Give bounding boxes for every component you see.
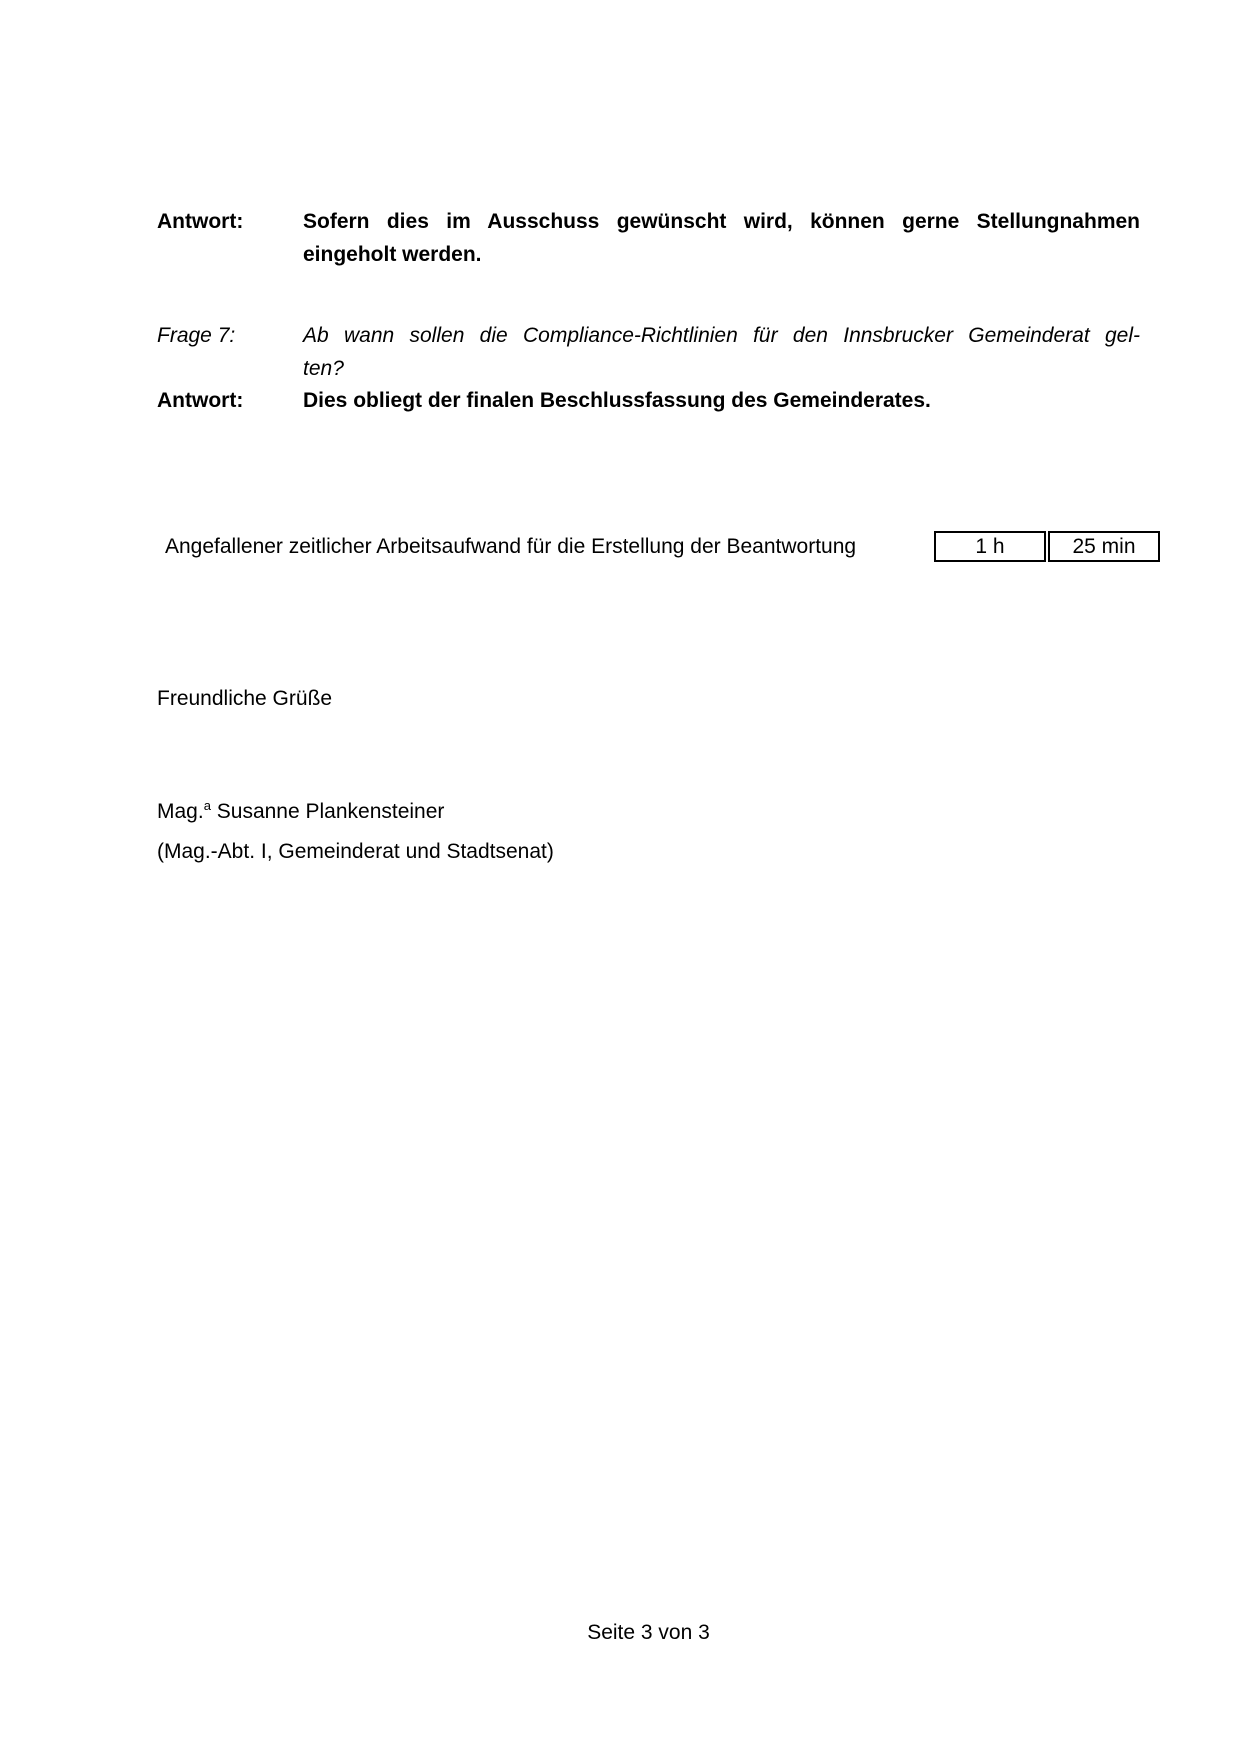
effort-label: Angefallener zeitlicher Arbeitsaufwand für die Erstellung der Beantwortung	[165, 535, 857, 558]
question7-line2: ten?	[303, 357, 344, 380]
question7-line1: Ab wann sollen die Compliance-Richtlinien für den Innsbrucker Gemeinderat gel-	[303, 324, 1140, 347]
signature-name	[157, 795, 444, 828]
question7-label: Frage 7:	[157, 324, 236, 347]
signature-title-superscript: a	[203, 798, 211, 813]
signature-title: Mag.	[157, 800, 204, 823]
closing-salutation: Freundliche Grüße	[157, 687, 333, 710]
answer7-block	[157, 384, 1140, 417]
effort-hours-cell	[934, 531, 1046, 562]
effort-row	[165, 530, 1160, 563]
answer7-label: Antwort:	[157, 389, 244, 412]
answer1-body	[303, 205, 1140, 271]
answer1-label: Antwort:	[157, 210, 244, 233]
effort-minutes-cell	[1048, 531, 1160, 562]
question7-body	[303, 319, 1140, 385]
effort-minutes-value: 25 min	[1072, 535, 1136, 558]
page-footer: Seite 3 von 3	[587, 1621, 710, 1644]
signature-name-text: Susanne Plankensteiner	[210, 800, 445, 823]
signature-department: (Mag.-Abt. I, Gemeinderat und Stadtsenat)	[157, 840, 554, 863]
answer1-line2: eingeholt werden.	[303, 243, 482, 266]
answer7-body	[303, 384, 1140, 417]
answer1-block	[157, 205, 1140, 271]
effort-hours-value: 1 h	[975, 535, 1005, 558]
answer1-line1: Sofern dies im Ausschuss gewünscht wird, können gerne Stellungnahmen	[303, 210, 1140, 233]
answer7-text: Dies obliegt der finalen Beschlussfassung des Gemeinderates.	[303, 389, 931, 412]
question7-block	[157, 319, 1140, 385]
